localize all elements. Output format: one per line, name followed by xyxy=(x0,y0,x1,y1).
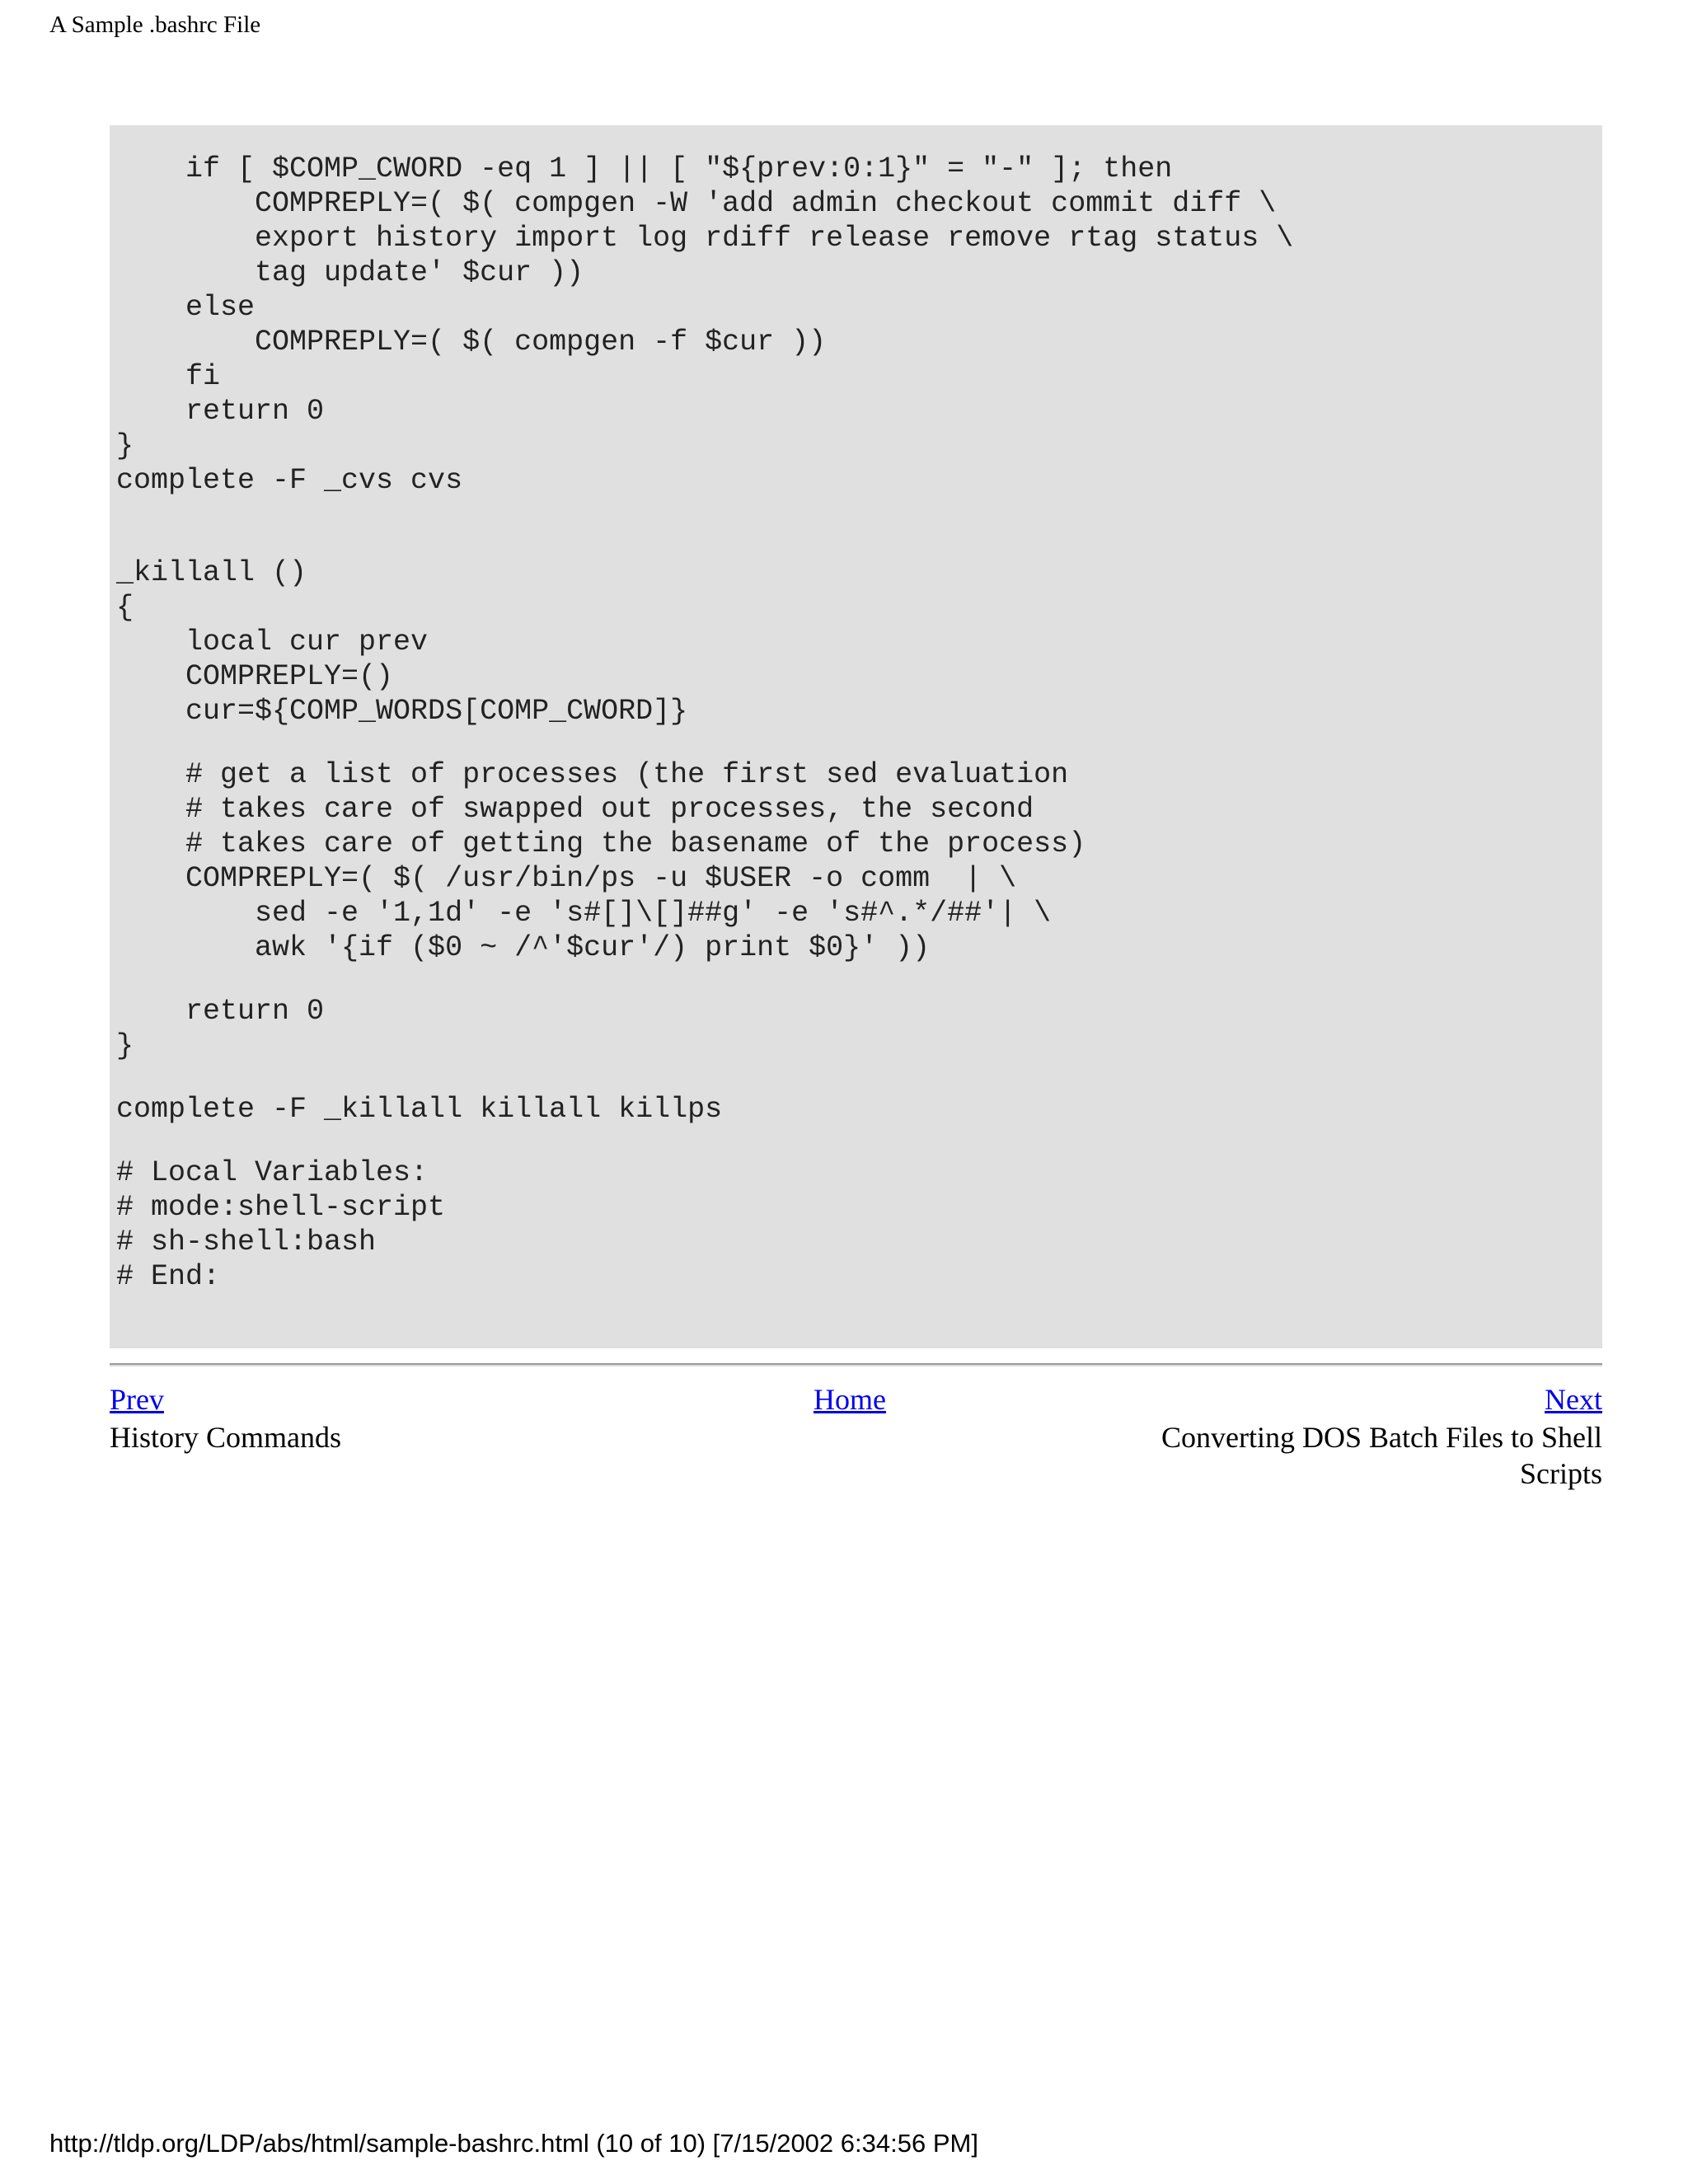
prev-link[interactable]: Prev xyxy=(110,1383,164,1416)
code-line: export history import log rdiff release remove rtag status \ xyxy=(116,222,1294,255)
code-line: complete -F _cvs cvs xyxy=(116,464,463,497)
code-line: # takes care of swapped out processes, the second xyxy=(116,793,1034,826)
code-line: _killall () xyxy=(116,556,307,589)
code-line: if [ $COMP_CWORD -eq 1 ] || [ "${prev:0:1}" = "-" ]; then xyxy=(116,152,1173,185)
code-line: # Local Variables: xyxy=(116,1156,429,1189)
code-line: return 0 xyxy=(116,995,325,1028)
code-line: } xyxy=(116,1029,134,1062)
code-line: COMPREPLY=( $( compgen -W 'add admin checkout commit diff \ xyxy=(116,187,1277,220)
next-page-title-line2: Scripts xyxy=(1519,1457,1602,1490)
code-line: # End: xyxy=(116,1260,221,1293)
code-line: # sh-shell:bash xyxy=(116,1226,377,1258)
code-line: local cur prev xyxy=(116,626,429,658)
code-line: return 0 xyxy=(116,395,325,428)
code-line: # mode:shell-script xyxy=(116,1191,446,1224)
code-line: else xyxy=(116,291,256,324)
code-line: fi xyxy=(116,360,221,393)
code-line: # takes care of getting the basename of the process) xyxy=(116,827,1086,860)
code-block xyxy=(110,125,1602,1348)
code-line: cur=${COMP_WORDS[COMP_CWORD]} xyxy=(116,695,688,728)
next-page-title-line1: Converting DOS Batch Files to Shell xyxy=(1161,1421,1602,1454)
code-line: COMPREPLY=() xyxy=(116,660,394,693)
code-line: awk '{if ($0 ~ /^'$cur'/) print $0}' )) xyxy=(116,931,931,964)
code-line: COMPREPLY=( $( compgen -f $cur )) xyxy=(116,326,827,359)
prev-page-title: History Commands xyxy=(110,1421,342,1454)
horizontal-rule xyxy=(110,1363,1602,1366)
code-line: complete -F _killall killall killps xyxy=(116,1093,723,1126)
next-link[interactable]: Next xyxy=(1545,1383,1602,1416)
code-line: { xyxy=(116,591,134,624)
page-footer-url: http://tldp.org/LDP/abs/html/sample-bashrc.html (10 of 10) [7/15/2002 6:34:56 PM] xyxy=(49,2129,978,2158)
home-link[interactable]: Home xyxy=(814,1383,886,1416)
code-line: sed -e '1,1d' -e 's#[]\[]##g' -e 's#^.*/##'| \ xyxy=(116,897,1052,930)
code-line: } xyxy=(116,429,134,462)
code-line: # get a list of processes (the first sed evaluation xyxy=(116,758,1069,791)
code-line: tag update' $cur )) xyxy=(116,256,584,289)
page-header-title: A Sample .bashrc File xyxy=(49,12,261,38)
code-line: COMPREPLY=( $( /usr/bin/ps -u $USER -o comm | \ xyxy=(116,862,1017,895)
